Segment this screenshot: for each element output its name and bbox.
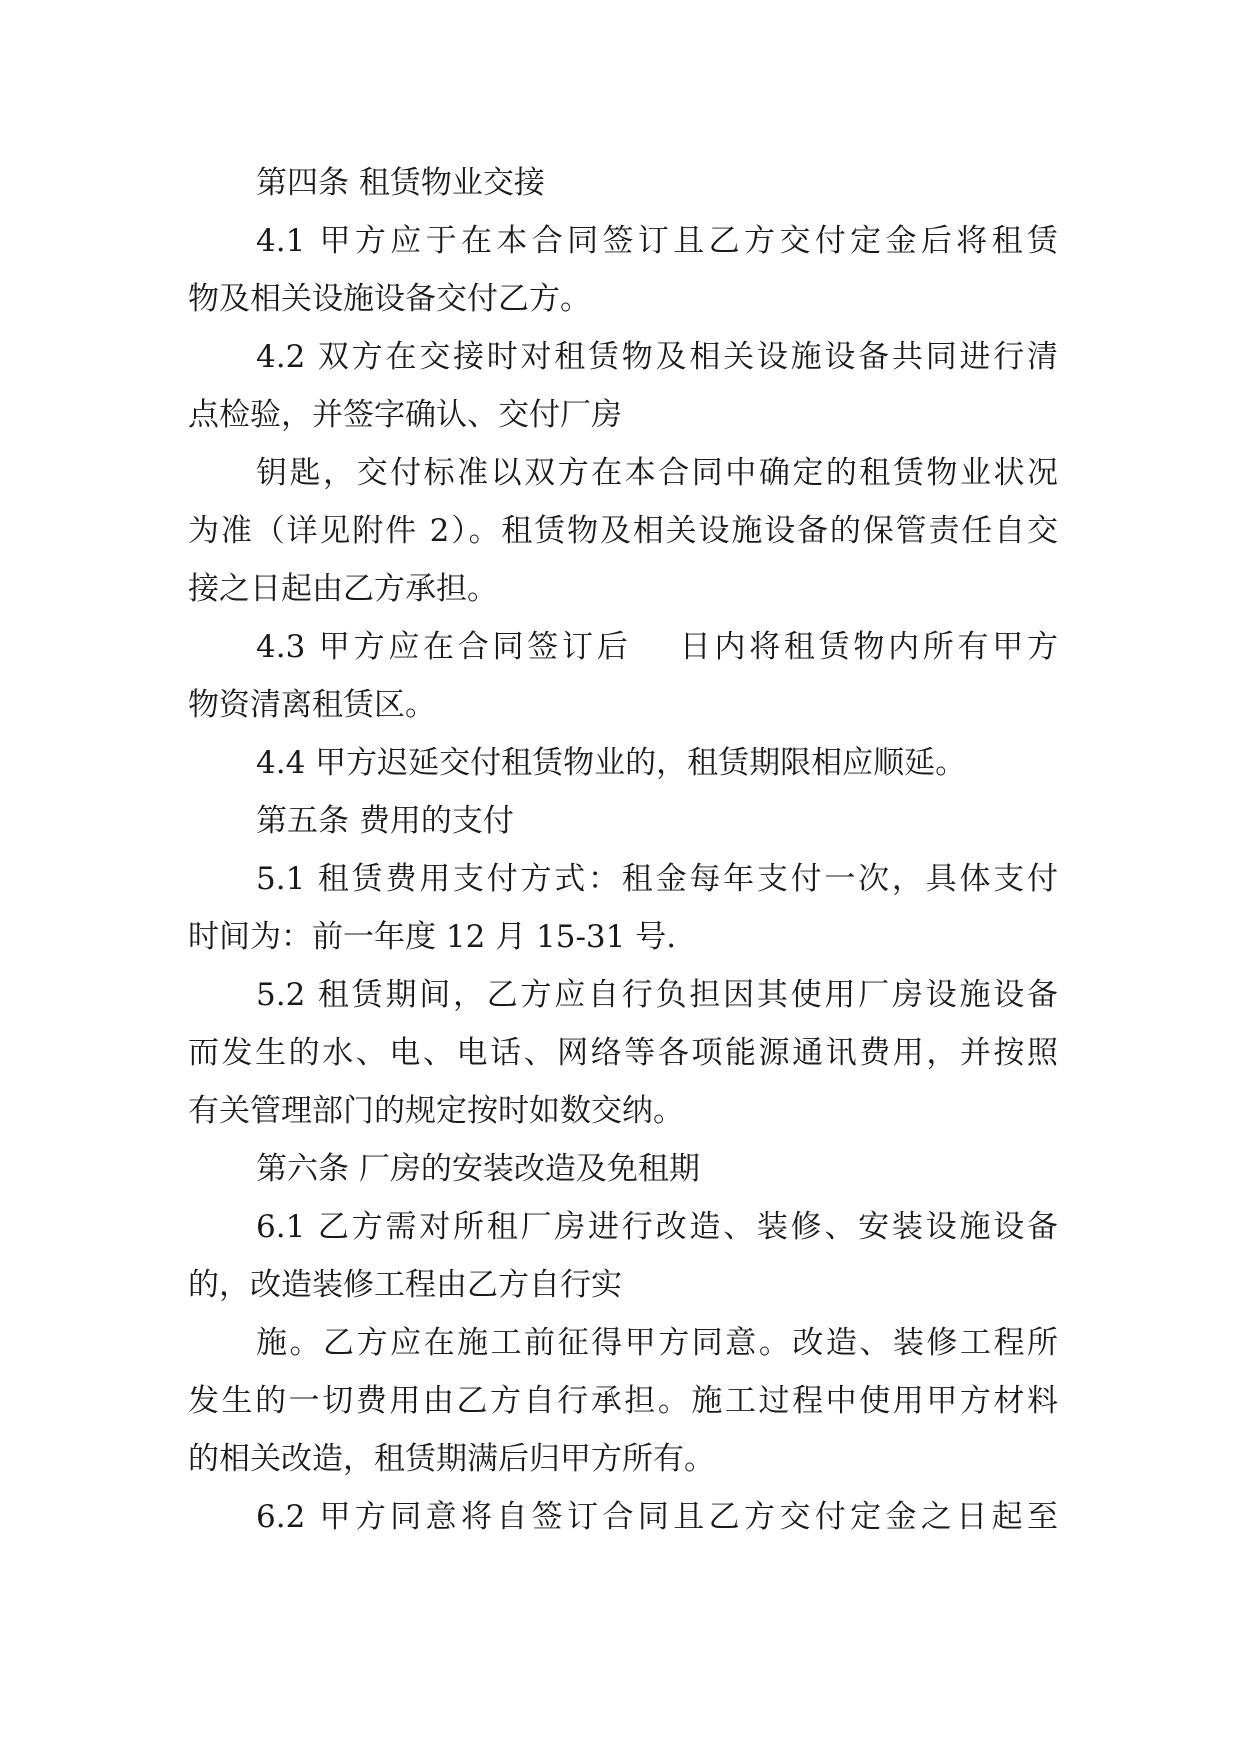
clause-line: 5.2 租赁期间，乙方应自行负担因其使用厂房设施设备 xyxy=(256,977,1058,1013)
clause-line: 4.4 甲方迟延交付租赁物业的，租赁期限相应顺延。 xyxy=(256,745,967,781)
clause-line: 4.2 双方在交接时对租赁物及相关设施设备共同进行清 xyxy=(256,339,1058,375)
clause-line: 点检验，并签字确认、交付厂房 xyxy=(188,397,622,433)
clause-line: 钥匙，交付标准以双方在本合同中确定的租赁物业状况 xyxy=(256,455,1058,491)
clause-line: 接之日起由乙方承担。 xyxy=(188,571,498,607)
clause-line: 6.2 甲方同意将自签订合同且乙方交付定金之日起至 xyxy=(256,1499,1058,1535)
clause-line: 4.1 甲方应于在本合同签订且乙方交付定金后将租赁 xyxy=(256,223,1058,259)
clause-line: 的，改造装修工程由乙方自行实 xyxy=(188,1267,622,1303)
clause-line: 时间为：前一年度 12 月 15-31 号. xyxy=(188,919,677,955)
clause-line: 4.3 甲方应在合同签订后 日内将租赁物内所有甲方 xyxy=(256,629,1058,665)
clause-line: 物及相关设施设备交付乙方。 xyxy=(188,281,591,317)
clause-line: 而发生的水、电、电话、网络等各项能源通讯费用，并按照 xyxy=(188,1035,1058,1071)
clause-line: 为准（详见附件 2）。租赁物及相关设施设备的保管责任自交 xyxy=(188,513,1058,549)
clause-line: 的相关改造，租赁期满后归甲方所有。 xyxy=(188,1441,715,1477)
clause-line: 发生的一切费用由乙方自行承担。施工过程中使用甲方材料 xyxy=(188,1383,1058,1419)
article-heading: 第六条 厂房的安装改造及免租期 xyxy=(256,1151,700,1187)
article-heading: 第五条 费用的支付 xyxy=(256,803,514,839)
article-heading: 第四条 租赁物业交接 xyxy=(256,165,545,201)
document-body xyxy=(188,154,1058,1546)
clause-line: 施。乙方应在施工前征得甲方同意。改造、装修工程所 xyxy=(256,1325,1058,1361)
clause-line: 物资清离租赁区。 xyxy=(188,687,436,723)
clause-line: 有关管理部门的规定按时如数交纳。 xyxy=(188,1093,684,1129)
clause-line: 6.1 乙方需对所租厂房进行改造、装修、安装设施设备 xyxy=(256,1209,1058,1245)
clause-line: 5.1 租赁费用支付方式：租金每年支付一次，具体支付 xyxy=(256,861,1058,897)
